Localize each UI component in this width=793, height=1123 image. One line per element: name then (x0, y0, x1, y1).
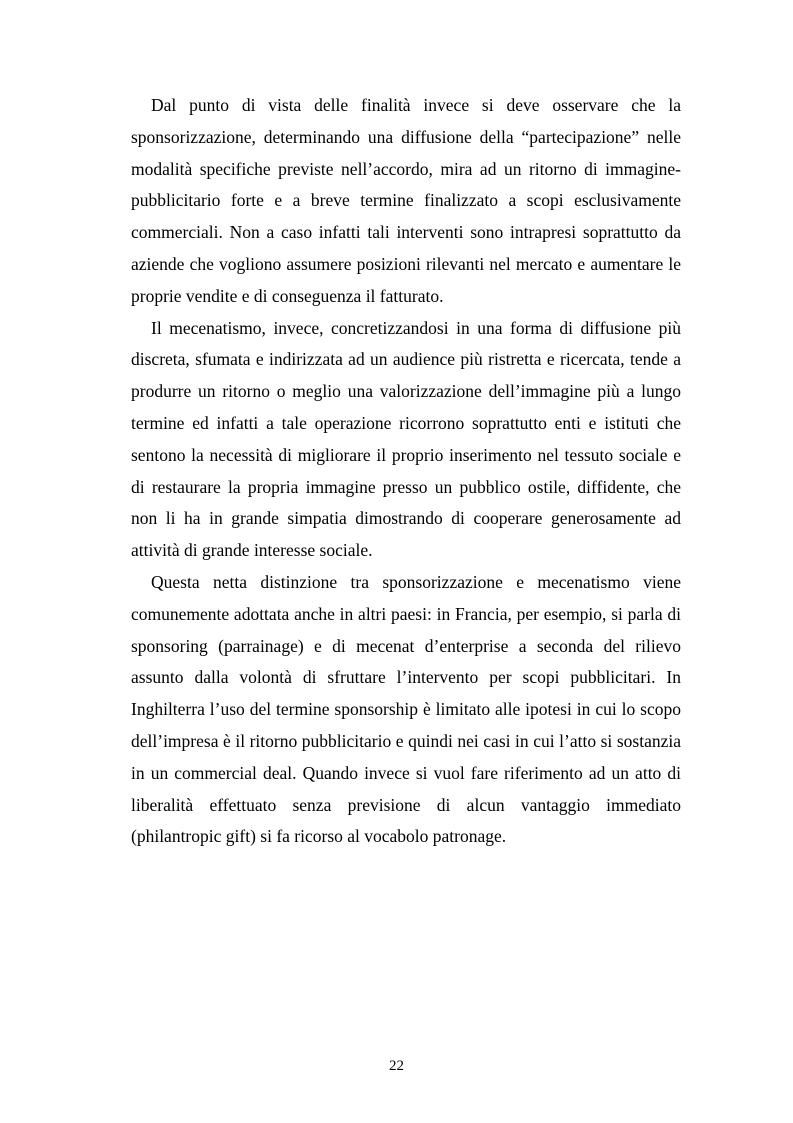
document-body (131, 90, 681, 853)
paragraph-1: Dal punto di vista delle finalità invece si deve osservare che la sponsorizzazione, determinando una diffusione della “partecipazione” nelle modalità specifiche previste nell’accordo, mira ad un ritorno di immagine-pubblicitario forte e a breve termine finalizzato a scopi esclusivamente commerciali. Non a caso infatti tali interventi sono intrapresi soprattutto da aziende che vogliono assumere posizioni rilevanti nel mercato e aumentare le proprie vendite e di conseguenza il fatturato. (131, 95, 681, 306)
paragraph-2: Il mecenatismo, invece, concretizzandosi in una forma di diffusione più discreta, sfumata e indirizzata ad un audience più ristretta e ricercata, tende a produrre un ritorno o meglio una valorizzazione dell’immagine più a lungo termine ed infatti a tale operazione ricorrono soprattutto enti e istituti che sentono la necessità di migliorare il proprio inserimento nel tessuto sociale e di restaurare la propria immagine presso un pubblico ostile, diffidente, che non li ha in grande simpatia dimostrando di cooperare generosamente ad attività di grande interesse sociale. (131, 317, 681, 561)
page-number: 22 (389, 1058, 404, 1074)
paragraph-3: Questa netta distinzione tra sponsorizzazione e mecenatismo viene comunemente adottata anche in altri paesi: in Francia, per esempio, si parla di sponsoring (parrainage) e di mecenat d’enterprise a seconda del rilievo assunto dalla volontà di sfruttare l’intervento per scopi pubblicitari. In Inghilterra l’uso del termine sponsorship è limitato alle ipotesi in cui lo scopo dell’impresa è il ritorno pubblicitario e quindi nei casi in cui l’atto si sostanzia in un commercial deal. Quando invece si vuol fare riferimento ad un atto di liberalità effettuato senza previsione di alcun vantaggio immediato (philantropic gift) si fa ricorso al vocabolo patronage. (131, 571, 681, 847)
